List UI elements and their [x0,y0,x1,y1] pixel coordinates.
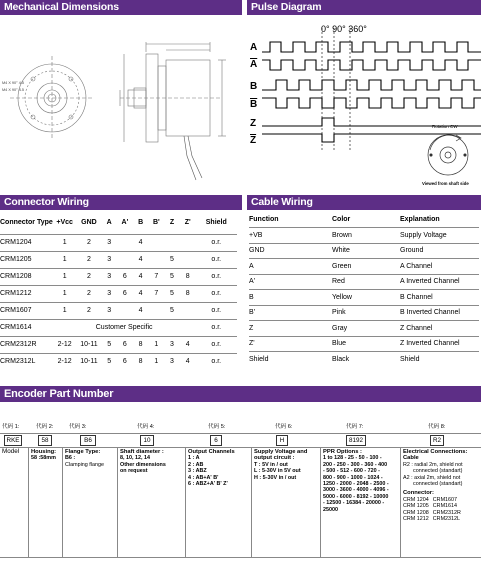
cell: Z' [249,336,332,352]
channel-label-z-inverted: $\overline{Z}$ [250,135,257,146]
channel-label-a-inverted: $\overline{A}$ [250,59,258,70]
cell: 2 [77,302,102,319]
cell: A [249,259,332,275]
cell: o.r. [196,353,237,370]
mechanical-drawing [0,16,242,188]
col-explanation: Explanation [400,216,440,223]
connector-item: CRM2312R [432,509,461,516]
connector-title: Connector: [403,490,434,497]
connector-wiring-header: Connector Wiring [0,195,242,210]
supply-line: H : 5-30V in / out [254,474,297,481]
cell: 3 [164,353,180,370]
table-row [0,234,237,251]
cell: 3 [164,336,180,353]
cell: CRM1208 [0,268,53,285]
cell: CRM2312L [0,353,53,370]
cell: 8 [133,353,149,370]
housing-cell [28,447,62,557]
table-row [249,259,479,275]
cell: CRM1205 [0,251,53,268]
connector-item: CRM1607 [432,496,458,503]
ppr-line: 25000 [323,506,338,513]
shaft-cell [117,447,185,557]
cell: CRM1212 [0,285,53,302]
ppr-cell [320,447,400,557]
cell: 2-12 [53,336,77,353]
cell: Pink [332,305,400,321]
channel-label-b: B [250,81,258,92]
cell: 6 [117,353,133,370]
supply-line: L : 5-30V in 5V out [254,468,301,475]
cell: B Channel [400,290,479,306]
cell: 4 [180,353,196,370]
connector-item: CRM1614 [432,503,458,510]
cell: Black [332,352,400,368]
code-label-7: 代码 7: [346,424,364,430]
cell: o.r. [196,302,237,319]
cell: Z Channel [400,321,479,337]
ppr-line: 3000 - 3600 - 4000 - 4096 - [323,487,389,494]
cell: 4 [133,251,149,268]
shaft-title: Shaft diameter : [120,449,164,455]
code-value-1: RKE [4,435,22,446]
col-color: Color [332,216,351,223]
cell [164,234,180,251]
cell: 1 [148,353,164,370]
cell: Brown [332,228,400,244]
cell: B [249,290,332,306]
code-value-7: 8192 [346,435,366,446]
output-title: Output Channels [188,449,235,455]
cell [180,251,196,268]
electrical-line: R2 : radial 2m, shield not [403,461,463,468]
cell: 6 [117,268,133,285]
cell: 1 [148,336,164,353]
table-row [249,228,479,244]
cell: 1 [53,251,77,268]
connector-col-2 [433,497,461,523]
table-row [249,243,479,259]
col-gnd: GND [81,218,97,226]
cell [117,251,133,268]
table-row [249,352,479,368]
cell: Shield [400,352,479,368]
dimension-label-1: M4 X 90° 4.5 [2,81,24,85]
output-line: 4 : AB+A' B' [188,474,219,481]
cell: B' [249,305,332,321]
col-shield: Shield [205,218,227,226]
col-a-inv: A' [121,218,129,226]
cell: B Inverted Channel [400,305,479,321]
cell [117,234,133,251]
code-value-6: H [276,435,288,446]
cell: o.r. [196,319,237,336]
cell: A Channel [400,259,479,275]
cell: Ground [400,243,479,259]
cable-wiring-header: Cable Wiring [247,195,481,210]
ppr-title: PPR Options : [323,449,362,455]
ppr-line: 1 to 128 - 25 - 50 - 100 - [323,455,382,462]
table-row [249,290,479,306]
col-z-inv: Z' [184,218,191,226]
cell: 1 [53,302,77,319]
viewed-from-shaft-label: Viewed from shaft side [422,181,469,186]
code-value-2: 58 [38,435,52,446]
col-function: Function [249,216,279,223]
cell: 5 [164,251,180,268]
cell: 4 [133,268,149,285]
code-label-4: 代码 4: [137,424,155,430]
cell: A' [249,274,332,290]
cell: 5 [101,353,117,370]
cell: o.r. [196,268,237,285]
cell: Shield [249,352,332,368]
cell: 7 [148,268,164,285]
cell: 4 [133,285,149,302]
rotation-diagram [416,130,480,186]
cell: o.r. [196,234,237,251]
cell [117,302,133,319]
code-label-8: 代码 8: [428,424,446,430]
cell: 2 [77,234,102,251]
col-b-inv: B' [152,218,160,226]
table-row [0,353,237,370]
code-label-6: 代码 6: [275,424,293,430]
cell: 1 [53,234,77,251]
ppr-line: 1250 - 2000 - 2048 - 2500 - [323,481,389,488]
pulse-diagram-header: Pulse Diagram [247,0,481,15]
cell: Blue [332,336,400,352]
cell: 6 [117,336,133,353]
cell: +VB [249,228,332,244]
cell: CRM2312R [0,336,53,353]
cell: 3 [101,285,117,302]
cell: 8 [180,285,196,302]
code-label-2: 代码 2: [36,424,54,430]
cell: Supply Voltage [400,228,479,244]
code-value-5: 6 [210,435,222,446]
electrical-title: Electrical Connections: Cable [403,449,468,462]
ppr-line: 200 - 250 - 300 - 360 - 400 [323,461,388,468]
cell: o.r. [196,285,237,302]
channel-label-z: Z [250,118,257,129]
supply-title: Supply Voltage and output circuit : [254,449,308,462]
cell [148,302,164,319]
table-row [249,321,479,337]
cell: 3 [101,234,117,251]
rotation-cw-label: Rotation CW [432,124,458,129]
encoder-part-number-header: Encoder Part Number [0,386,481,402]
flange-title: Flange Type: [65,449,101,455]
output-line: 6 : ABZ+A' B' Z' [188,481,228,488]
dimension-label-2: M4 X 90° 4.5 [2,88,24,92]
table-row [0,251,237,268]
cell: 10-11 [77,336,102,353]
cell: 8 [180,268,196,285]
cell: GND [249,243,332,259]
table-row [0,336,237,353]
encoder-grid-top-line [0,433,481,434]
cell: 4 [133,234,149,251]
code-label-3: 代码 3: [69,424,87,430]
connector-item: CRM 1212 [403,516,429,523]
connector-item: CRM 1208 [403,509,429,516]
cell: 10-11 [77,353,102,370]
cell: 3 [101,268,117,285]
code-label-1: 代码 1: [2,424,20,430]
shaft-line: on request [120,468,148,475]
col-z: Z [169,218,175,226]
cell [148,234,164,251]
cell: 5 [164,285,180,302]
pulse-angles-label: 0° 90° 360° [321,24,367,34]
cable-wiring-table [249,212,479,367]
col-vcc: +Vcc [56,218,73,226]
cell: 3 [101,251,117,268]
supply-line: T : 5V in / out [254,461,288,468]
electrical-line: connected (standart) [413,481,463,488]
cell: CRM1614 [0,319,53,336]
table-row [0,302,237,319]
cell [180,302,196,319]
connector-col-1 [403,497,429,523]
cell: o.r. [196,251,237,268]
cell: o.r. [196,336,237,353]
cell: CRM1607 [0,302,53,319]
col-a: A [106,218,112,226]
cell: Red [332,274,400,290]
cell: Z Inverted Channel [400,336,479,352]
output-line: 3 : ABZ [188,468,207,475]
table-row [249,305,479,321]
cell: 3 [101,302,117,319]
cell: 5 [101,336,117,353]
table-row [249,274,479,290]
cell [180,234,196,251]
cell: Gray [332,321,400,337]
electrical-line: connected (standart) [413,468,463,475]
model-cell [0,447,28,557]
cell: 2-12 [53,353,77,370]
shaft-line: Other dimensions [120,461,166,468]
flange-cell [62,447,117,557]
cell: 2 [77,268,102,285]
ppr-line: 5000 - 6000 - 8192 - 10000 [323,493,389,500]
cell: 7 [148,285,164,302]
electrical-cell [400,447,481,557]
connector-item: CRM 1204 [403,496,429,503]
flange-line: B6 : [65,455,76,462]
housing-title: Housing: [31,449,57,455]
connector-item: CRM2312L [432,516,461,523]
channel-label-b-inverted: $\overline{B}$ [250,99,258,110]
table-row [249,336,479,352]
cell: Customer Specific [53,319,196,336]
ppr-line: 800 - 900 - 1000 - 1024 - [323,474,383,481]
encoder-grid-bottom-line [0,557,481,558]
cell: White [332,243,400,259]
cell: A Inverted Channel [400,274,479,290]
mechanical-dimensions-header: Mechanical Dimensions [0,0,242,15]
cell: 1 [53,285,77,302]
shaft-line: 8, 10, 12, 14 [120,455,150,462]
channel-label-a: A [250,42,258,53]
cell: 5 [164,268,180,285]
cell: 5 [164,302,180,319]
cell: 4 [133,302,149,319]
output-line: 2 : AB [188,461,204,468]
table-row [0,285,237,302]
connector-list [403,497,479,523]
cell: 1 [53,268,77,285]
cell: 4 [180,336,196,353]
housing-value: 58 :58mm [31,455,56,462]
code-value-4: 10 [140,435,154,446]
cell: 2 [77,285,102,302]
output-line: 1 : A [188,455,200,462]
cell: 8 [133,336,149,353]
connector-wiring-table [0,212,237,370]
cell: Green [332,259,400,275]
table-row [0,319,237,336]
cell: 6 [117,285,133,302]
table-row [0,268,237,285]
cell: 2 [77,251,102,268]
model-label: Model [2,448,20,455]
supply-cell [251,447,320,557]
code-label-5: 代码 5: [208,424,226,430]
electrical-line: A2 : axial 2m, shield not [403,474,461,481]
output-cell [185,447,251,557]
col-b: B [138,218,144,226]
ppr-line: - 500 - 512 - 600 - 720 - [323,468,380,475]
cell: CRM1204 [0,234,53,251]
code-value-8: R2 [430,435,444,446]
flange-line: Clamping flange [65,461,104,468]
cell [148,251,164,268]
col-connector-type: Connector Type [0,218,53,226]
connector-item: CRM 1205 [403,503,429,510]
ppr-line: - 12500 - 16384 - 20000 - [323,500,385,507]
cell: Z [249,321,332,337]
code-value-3: B6 [80,435,96,446]
cell: Yellow [332,290,400,306]
